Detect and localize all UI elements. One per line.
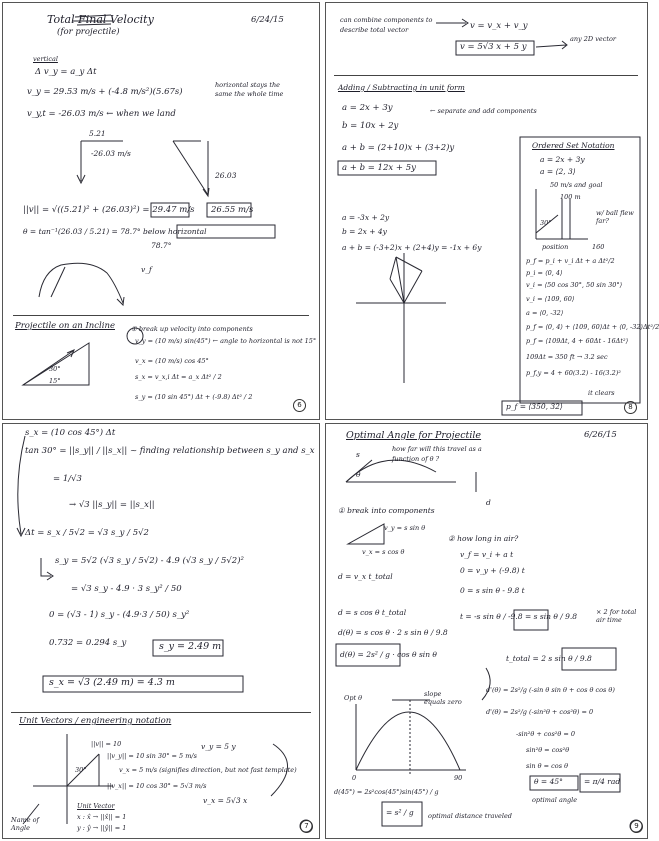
page-number: 7 bbox=[300, 820, 313, 833]
side-note: optimal distance traveled bbox=[428, 812, 512, 820]
note-line: ||v|| = √((5.21)² + (26.03)²) = 29.47 m/s bbox=[23, 205, 195, 215]
note-line: d = s cos θ t_total bbox=[338, 608, 407, 617]
boxed-result: v = 5√3 x + 5 y bbox=[460, 42, 527, 52]
note-line: v = v_x + v_y bbox=[470, 21, 528, 31]
page-date: 6/26/15 bbox=[584, 430, 617, 440]
note-line: 109Δt = 350 ft → 3.2 sec bbox=[526, 353, 608, 361]
side-note: × 2 for total air time bbox=[596, 608, 637, 624]
boxed-result: a + b = 12x + 5y bbox=[342, 163, 416, 173]
note-line: a + b = (-3+2)x + (2+4)y = -1x + 6y bbox=[342, 243, 482, 252]
note-line: d(θ) = s cos θ · 2 s sin θ / 9.8 bbox=[338, 628, 448, 637]
note-line: p_f = p_i + v_i Δt + a Δt²/2 bbox=[526, 257, 615, 265]
page3-sketches bbox=[3, 424, 319, 838]
section-divider bbox=[334, 75, 638, 76]
angle-label: 15° bbox=[49, 377, 61, 385]
sketch-label: 50 m/s and goal bbox=[550, 181, 603, 189]
sketch-label: 26.03 bbox=[215, 171, 237, 180]
page-title: Total Final Velocity bbox=[47, 13, 154, 26]
note-line: v_y,t = -26.03 m/s ← when we land bbox=[27, 109, 176, 119]
boxed-result: d(θ) = 2s² / g · cos θ sin θ bbox=[340, 650, 437, 659]
page-number: 6 bbox=[293, 399, 306, 412]
note-line: v_y = (10 m/s) sin(45°) ← angle to horizontal is not 15° bbox=[135, 337, 317, 345]
sketch-label: s bbox=[356, 450, 360, 459]
sketch-label: 30° bbox=[540, 219, 552, 227]
sketch-label: Opt θ bbox=[344, 694, 363, 702]
note-line: θ = tan⁻¹(26.03 / 5.21) = 78.7° below horizontal bbox=[23, 227, 207, 236]
note-line: ① break up velocity into components bbox=[131, 325, 253, 333]
sketch-label: 160 bbox=[592, 243, 605, 251]
note-line: sin²θ = cos²θ bbox=[526, 746, 570, 754]
boxed-result: = π/4 rad bbox=[584, 777, 621, 786]
note-line: s_x = (10 cos 45°) Δt bbox=[25, 428, 116, 438]
note-line: v_y = 29.53 m/s + (-4.8 m/s²)(5.67s) bbox=[27, 87, 183, 97]
sketch-label: 90 bbox=[454, 774, 463, 782]
note-line: d = v_x t_total bbox=[338, 572, 393, 581]
note-line: 0.732 = 0.294 s_y bbox=[49, 638, 127, 648]
angle-label: 30° bbox=[49, 365, 61, 373]
note-line: vertical bbox=[33, 55, 58, 63]
angle-label: 30° bbox=[75, 766, 87, 774]
sketch-label: 5.21 bbox=[89, 129, 106, 138]
note-line: how far will this travel as a function of θ ? bbox=[392, 445, 482, 463]
note-line: a = -3x + 2y bbox=[342, 213, 390, 222]
note-line: tan 30° = ||s_y|| / ||s_x|| ~ finding relationship between s_y and s_x bbox=[25, 446, 315, 456]
note-line: v_y = 5 y bbox=[201, 742, 236, 751]
page-subtitle: (for projectile) bbox=[57, 27, 120, 37]
note-line: ||v_x|| = 10 cos 30° = 5√3 m/s bbox=[107, 782, 207, 790]
boxed-result: 26.55 m/s bbox=[211, 205, 254, 215]
note-line: sin θ = cos θ bbox=[526, 762, 569, 770]
note-line: p_i = ⟨0, 4⟩ bbox=[526, 269, 563, 277]
side-note: optimal angle bbox=[532, 796, 578, 804]
note-line: = 1/√3 bbox=[53, 474, 82, 484]
note-line: v_i = ⟨109, 60⟩ bbox=[526, 295, 575, 303]
note-line: a = ⟨0, -32⟩ bbox=[526, 309, 564, 317]
note-line: = √3 s_y - 4.9 · 3 s_y² / 50 bbox=[71, 584, 182, 594]
section-title: Adding / Subtracting in unit form bbox=[338, 83, 465, 92]
box-title: Ordered Set Notation bbox=[532, 141, 615, 150]
sketch-label: v_f bbox=[141, 265, 152, 274]
notebook-page-4 bbox=[325, 423, 648, 839]
note-line: p_f = ⟨0, 4⟩ + ⟨109, 60⟩Δt + ⟨0, -32⟩Δt²/2 bbox=[526, 323, 659, 331]
side-note: w/ ball flew far? bbox=[596, 209, 634, 225]
note-line: s_x = v_x,i Δt = a_x Δt² / 2 bbox=[135, 373, 222, 381]
section-title: Unit Vectors / engineering notation bbox=[19, 716, 172, 726]
note-line: can combine components to describe total vector bbox=[340, 16, 433, 34]
note-line: 0 = v_y + (-9.8) t bbox=[460, 566, 525, 575]
note-line: t = -s sin θ / -9.8 = s sin θ / 9.8 bbox=[460, 612, 578, 621]
sketch-label: slope equals zero bbox=[424, 690, 462, 706]
note-line: ② how long in air? bbox=[448, 534, 519, 543]
note-line: Δt = s_x / 5√2 = √3 s_y / 5√2 bbox=[25, 528, 149, 538]
side-note: ← separate and add components bbox=[430, 107, 537, 115]
side-note: horizontal stays the same the whole time bbox=[215, 81, 284, 98]
sketch-label: 0 bbox=[352, 774, 357, 782]
section-divider bbox=[13, 315, 309, 316]
section-divider bbox=[11, 712, 311, 713]
section-title: Projectile on an Incline bbox=[15, 321, 115, 331]
boxed-angle: 78.7° bbox=[151, 241, 172, 250]
note-line: 0 = s sin θ - 9.8 t bbox=[460, 586, 525, 595]
note-line: x : x̂ → ||x̂|| = 1 bbox=[77, 813, 127, 821]
boxed-result: p_f = ⟨350, 32⟩ bbox=[506, 402, 563, 411]
note-line: v_y = s sin θ bbox=[384, 524, 426, 532]
boxed-result: t_total = 2 s sin θ / 9.8 bbox=[506, 654, 592, 663]
boxed-result: s_x = √3 (2.49 m) = 4.3 m bbox=[49, 677, 175, 688]
note-line: p_f = ⟨109Δt, 4 + 60Δt - 16Δt²⟩ bbox=[526, 337, 629, 345]
page-number: 9 bbox=[630, 820, 643, 833]
note-line: v_i = ⟨50 cos 30°, 50 sin 30°⟩ bbox=[526, 281, 623, 289]
page-title: Optimal Angle for Projectile bbox=[346, 430, 482, 441]
note-line: v_f = v_i + a t bbox=[460, 550, 514, 559]
note-line: v_x = 5 m/s (signifies direction, but not fast template) bbox=[119, 766, 297, 774]
sketch-label: -26.03 m/s bbox=[91, 149, 131, 158]
notebook-page-3 bbox=[2, 423, 320, 839]
note-line: a + b = (2+10)x + (3+2)y bbox=[342, 143, 455, 153]
note-line: Δ v_y = a_y Δt bbox=[35, 67, 97, 77]
note-line: → √3 ||s_y|| = ||s_x|| bbox=[69, 500, 155, 510]
note-line: a = ⟨2, 3⟩ bbox=[540, 167, 576, 176]
note-line: 0 = (√3 - 1) s_y - (4.9·3 / 50) s_y² bbox=[49, 610, 190, 620]
notebook-page-1 bbox=[2, 2, 320, 420]
note-line: b = 2x + 4y bbox=[342, 227, 387, 236]
note-line: v_x = 5√3 x bbox=[203, 796, 248, 805]
sketch-label: θ bbox=[356, 470, 361, 479]
note-line: y : ŷ → ||ŷ|| = 1 bbox=[77, 824, 127, 832]
note-line: a = 2x + 3y bbox=[540, 155, 585, 164]
sketch-label: d bbox=[486, 498, 491, 507]
note-line: d'(θ) = 2s²/g (-sin θ sin θ + cos θ cos θ) bbox=[486, 686, 615, 694]
side-note: Name of Angle bbox=[11, 816, 39, 832]
note-line: ||v_y|| = 10 sin 30° = 5 m/s bbox=[107, 752, 197, 760]
note-line: a = 2x + 3y bbox=[342, 103, 393, 113]
page-number: 8 bbox=[624, 401, 637, 414]
note-line: d(45°) = 2s²cos(45°)sin(45°) / g bbox=[334, 788, 439, 796]
note-line: s_y = (10 sin 45°) Δt + (-9.8) Δt² / 2 bbox=[135, 393, 253, 401]
note-line: Unit Vector bbox=[77, 802, 115, 810]
sketch-label: 100 m bbox=[560, 193, 581, 201]
note-line: v_x = s cos θ bbox=[362, 548, 405, 556]
sketch-label: position bbox=[542, 243, 569, 251]
notebook-page-2 bbox=[325, 2, 659, 420]
note-line: v_x = (10 m/s) cos 45° bbox=[135, 357, 209, 365]
note-line: ① break into components bbox=[338, 506, 435, 515]
page-date: 6/24/15 bbox=[251, 15, 284, 25]
note-line: -sin²θ + cos²θ = 0 bbox=[516, 730, 576, 738]
note-line: s_y = 5√2 (√3 s_y / 5√2) - 4.9 (√3 s_y / 5√2)² bbox=[55, 556, 244, 566]
side-note: it clears bbox=[588, 389, 615, 397]
note-line: ||v|| = 10 bbox=[91, 740, 122, 748]
note-line: p_f,y = 4 + 60(3.2) - 16(3.2)² bbox=[526, 369, 621, 377]
note-line: d'(θ) = 2s²/g (-sin²θ + cos²θ) = 0 bbox=[486, 708, 594, 716]
side-note: any 2D vector bbox=[570, 35, 617, 43]
boxed-result: = s² / g bbox=[386, 808, 414, 817]
boxed-result: s_y = 2.49 m bbox=[159, 641, 222, 652]
boxed-result: θ = 45° bbox=[534, 777, 563, 786]
note-line: b = 10x + 2y bbox=[342, 121, 399, 131]
